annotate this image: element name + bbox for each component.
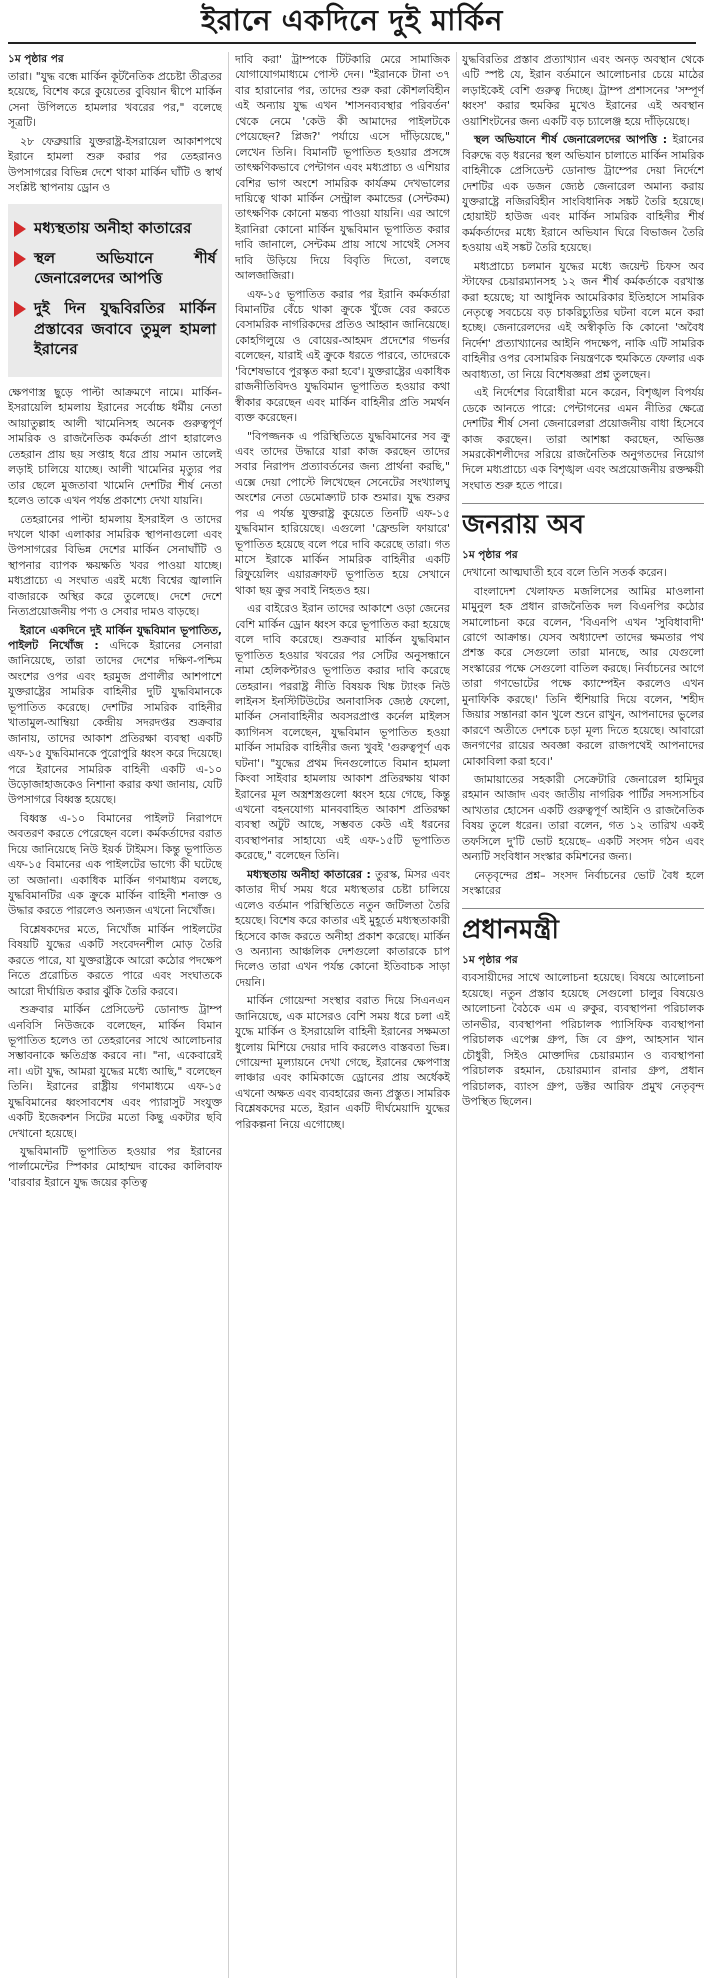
highlights-box xyxy=(8,204,222,378)
paragraph: যুদ্ধবিরতির প্রস্তাব প্রত্যাখ্যান এবং অনড় অবস্থান থেকে এটি স্পষ্ট যে, ইরান বর্তমানে আলোচনার চেয়ে মাঠের লড়াইকেই বেশি গুরুত্ব দিচ্ছে। ট্রাম্প প্রশাসনের 'সম্পূর্ণ ধ্বংস' করার হুমকির মুখেও ইরানের এই অবস্থান ওয়াশিংটনের জন্য একটি বড় চ্যালেঞ্জ হয়ে দাঁড়িয়েছে। xyxy=(462,53,704,128)
paragraph: জামায়াতের সহকারী সেক্রেটারি জেনারেল হামিদুর রহমান আজাদ এবং জাতীয় নাগরিক পার্টির সদস্যসচিব আখতার হোসেন একটি গুরুত্বপূর্ণ আইনি ও রাজনৈতিক বিষয় তুলে ধরেন। তারা বলেন, গত ১২ তারিখ একই তফসিলে দু'টি ভোট হয়েছে– একটি সংসদ গঠন এবং অন্যটি সংবিধান সংস্কার কমিশনের জন্য। xyxy=(462,772,704,864)
subheading: স্থল অভিযানে শীর্ষ জেনারেলদের আপত্তি : xyxy=(474,133,668,147)
highlight-item xyxy=(14,248,216,289)
headline: ইরানে একদিনে দুই মার্কিন xyxy=(201,3,503,37)
column-divider xyxy=(228,52,229,1978)
paragraph-text: ইরানের বিরুদ্ধে বড় ধরনের স্থল অভিযান চালাতে মার্কিন সামরিক বাহিনীকে প্রেসিডেন্ট ডোনাল্ড ট্রাম্পের দেয়া নির্দেশে দেশটির এক ডজন জ্যেষ্ঠ জেনারেল অমান্য করায় যুক্তরাষ্ট্রে নজিরবিহীন সাংবিধানিক সঙ্কট তৈরি হয়েছে। হোয়াইট হাউজ এবং মার্কিন সামরিক বাহিনীর শীর্ষ কর্মকর্তাদের মধ্যে ইরানে অভিযান ঘিরে বিভাজন তৈরি হওয়ায় এই সঙ্কট তৈরি হয়েছে। xyxy=(462,133,704,255)
paragraph: মধ্যপ্রাচ্যে চলমান যুদ্ধের মধ্যে জয়েন্ট চিফস অব স্টাফের চেয়ারম্যানসহ ১২ জন শীর্ষ কর্মকর্তাকে বরখাস্ত করা হয়েছে; যা আধুনিক আমেরিকার ইতিহাসে সামরিক নেতৃত্বে সবচেয়ে বড় চাকরিচ্যুতির ঘটনা বলে মনে করা হচ্ছে। জেনারেলদের এই অস্বীকৃতি কি কোনো 'অবৈধ নির্দেশ' প্রত্যাখ্যানের আইনি পদক্ষেপ, নাকি এটি সামরিক বাহিনীর ওপর বেসামরিক নিয়ন্ত্রণকে হুমকিতে ফেলার এক অবাধ্যতা, তা নিয়ে বিশেষজ্ঞরা প্রশ্ন তুলছেন। xyxy=(462,259,704,381)
continued-from-label: ১ম পৃষ্ঠার পর xyxy=(462,954,518,967)
article-column-3 xyxy=(462,52,704,1978)
section-headline: প্রধানমন্ত্রী xyxy=(462,908,704,947)
paragraph: দাবি করা' ট্রাম্পকে টিটকারি মেরে সামাজিক যোগাযোগমাধ্যমে পোস্ট দেন। "ইরানকে টানা ৩৭ বার হারানোর পর, তাদের শুরু করা কৌশলবিহীন এই অন্যায় যুদ্ধ এখন 'শাসনব্যবস্থার পরিবর্তন' থেকে নেমে 'কেউ কী আমাদের পাইলটকে পেয়েছেন? প্লিজ?' পর্যায়ে এসে দাঁড়িয়েছে," লেখেন তিনি। বিমানটি ভূপাতিত হওয়ার প্রসঙ্গে তাৎক্ষণিকভাবে পেন্টাগন এবং মধ্যপ্রাচ্য ও এশিয়ার বেশির ভাগ অংশে সামরিক কার্যক্রম দেখভালের দায়িত্বে থাকা মার্কিন সেন্ট্রাল কমান্ডের (সেন্টকম) তাৎক্ষণিক কোনো মন্তব্য পাওয়া যায়নি। এর আগে ইরানিরা কোনো মার্কিন যুদ্ধবিমান ভূপাতিত করার দাবি জানালে, সেন্টকম প্রায় সাথে সাথেই সেসব দাবি উড়িয়ে দিয়ে বিবৃতি দিতো, বলছে আলজাজিরা। xyxy=(235,53,450,283)
paragraph: ক্ষেপণাস্ত্র ছুড়ে পাল্টা আক্রমণে নামে। মার্কিন-ইসরায়েলি হামলায় ইরানের সর্বোচ্চ ধর্মীয় নেতা আয়াতুল্লাহ আলী খামেনিসহ অনেক গুরুত্বপূর্ণ সামরিক ও রাজনৈতিক কর্মকর্তা প্রাণ হারালেও তেহরান প্রায় ছয় সপ্তাহ ধরে প্রায় সমান তালেই লড়াই চালিয়ে যাচ্ছে। আলী খামেনির মৃত্যুর পর তার ছেলে মুজতাবা খামেনি দেশটির শীর্ষ নেতা হলেও তাকে এখন পর্যন্ত প্রকাশ্যে দেখা যায়নি। xyxy=(8,386,222,508)
paragraph: মার্কিন গোয়েন্দা সংস্থার বরাত দিয়ে সিএনএন জানিয়েছে, এক মাসেরও বেশি সময় ধরে চলা এই যুদ্ধে মার্কিন ও ইসরায়েলি বাহিনী ইরানের সক্ষমতা ধুলোয় মিশিয়ে দেয়ার দাবি করলেও বাস্তবতা ভিন্ন। গোয়েন্দা মূল্যায়নে দেখা গেছে, ইরানের ক্ষেপণাস্ত্র লাঞ্চার এবং কামিকাজে ড্রোনের প্রায় অর্ধেকই এখনো অক্ষত এবং ব্যবহারের জন্য প্রস্তুত। সামরিক বিশ্লেষকদের মতে, ইরান একটি দীর্ঘমেয়াদি যুদ্ধের পরিকল্পনা নিয়ে এগোচ্ছে। xyxy=(235,994,450,1131)
paragraph: "বিপজ্জনক এ পরিস্থিতিতে যুদ্ধবিমানের সব ক্রু এবং তাদের উদ্ধারে যারা কাজ করছেন তাদের সবার নিরাপদ প্রত্যাবর্তনের জন্য প্রার্থনা করছি," এক্সে দেয়া পোস্টে লিখেছেন সেনেটের সংখ্যালঘু অংশের নেতা ডেমোক্র্যাট চাক শুমার। যুদ্ধ শুরুর পর এ পর্যন্ত যুক্তরাষ্ট্র কুয়েতে তিনটি এফ-১৫ যুদ্ধবিমান হারিয়েছে। এগুলো 'ফ্রেন্ডলি ফায়ারে' ভূপাতিত হয়েছে বলে পরে দাবি করেছে তারা। গত মাসে ইরাকে মার্কিন সামরিক বাহিনীর একটি রিফুয়েলিং এয়ারক্রাফট ভূপাতিত হয়ে সেখানে থাকা ছয় ক্রুর সবাই নিহতও হয়। xyxy=(235,429,450,597)
paragraph: ২৮ ফেব্রুয়ারি যুক্তরাষ্ট্র-ইসরায়েল আকাশপথে ইরানে হামলা শুরু করার পর তেহরানও উপসাগরের বিভিন্ন দেশে থাকা মার্কিন ঘাঁটি ও স্বার্থ সংশ্লিষ্ট স্থাপনায় ড্রোন ও xyxy=(8,134,222,195)
paragraph-text: তুরস্ক, মিসর এবং কাতার দীর্ঘ সময় ধরে মধ্যস্থতার চেষ্টা চালিয়ে এলেও বর্তমান পরিস্থিতিতে নতুন জটিলতা তৈরি হয়েছে। বিশেষ করে কাতার এই মুহূর্তে মধ্যস্থতাকারী হিসেবে কাজ করতে অনীহা প্রকাশ করেছে। মার্কিন ও অন্যান্য আঞ্চলিক দেশগুলো কাতারকে চাপ দিলেও তারা এখন পর্যন্ত কোনো ইতিবাচক সাড়া দেয়নি। xyxy=(235,867,450,989)
highlight-item xyxy=(14,298,216,359)
red-triangle-bullet-icon xyxy=(14,251,26,267)
paragraph: এই নির্দেশের বিরোধীরা মনে করেন, বিশৃঙ্খল বিপর্যয় ডেকে আনতে পারে: পেন্টাগনের এমন নীতির ক্ষেত্রে দেশটির শীর্ষ সেনা জেনারেলরা প্রয়োজনীয় বাধা হিসেবে কাজ করছেন। তারা আশঙ্কা করছেন, অভিজ্ঞ সমরকৌশলীদের সরিয়ে রাজনৈতিক অনুগতদের নিয়োগ দিলে মধ্যপ্রাচ্যে এক বিশৃঙ্খল এবং অপ্রয়োজনীয় রক্তক্ষয়ী সংঘাত শুরু হতে পারে। xyxy=(462,386,704,492)
paragraph xyxy=(235,867,450,991)
column-divider xyxy=(456,52,457,1978)
red-triangle-bullet-icon xyxy=(14,221,26,237)
paragraph: বাংলাদেশ খেলাফত মজলিসের আমির মাওলানা মামুনুল হক প্রধান রাজনৈতিক দল বিএনপির কঠোর সমালোচনা করে বলেন, 'বিএনপি এখন 'সুবিধাবাদী' রোগে আক্রান্ত। যেসব অধ্যাদেশ তাদের ক্ষমতার পথ প্রশস্ত করে সেগুলো তারা মানছে, আর যেগুলো সংস্কারের পক্ষে সেগুলো বাতিল করছে। নির্বাচনের আগে তারা গণভোটের পক্ষে ক্যাম্পেইন করলেও এখন মুনাফিকি করছে।' তিনি হুঁশিয়ারি দিয়ে বলেন, 'শহীদ জিয়ার সন্তানরা কান খুলে শুনে রাখুন, আপনাদের ভুলের কারণে অতীতে দেশকে চড়া মূল্য দিতে হয়েছে। আবারো জনগণের রায়ের অবজ্ঞা করলে রাজপথেই আপনাদের মোকাবিলা করা হবে।' xyxy=(462,584,704,768)
paragraph xyxy=(462,132,704,256)
paragraph: তারা। "যুদ্ধ বন্ধে মার্কিন কূটনৈতিক প্রচেষ্টা তীব্রতর হয়েছে, বিশেষ করে কুয়েতের বুবিয়ান দ্বীপে মার্কিন সেনা উপিলতে হামলার খবরের পর," বলেছে সূত্রটি। xyxy=(8,70,222,130)
paragraph: ব্যবসায়ীদের সাথে আলোচনা হয়েছে। বিষয়ে আলোচনা হয়েছে। নতুন প্রস্তাব হয়েছে সেগুলো চালুর বিষয়েও আলোচনা বৈঠকে এম এ রুকুর, ব্যবস্থাপনা পরিচালক তানভীর, ব্যবস্থাপনা পরিচালক প্যাসিফিক ব্যবস্থাপনা পরিচালক এপেক্স গ্রুপ, জি বে গ্রুপ, আহসান খান চৌধুরী, সিইও মোক্তাদির চেয়ারম্যান ও ব্যবস্থাপনা পরিচালক রহমান, চেয়ারম্যান রানার গ্রুপ, প্রধান পরিচালক, ব্যাংস গ্রুপ, ডক্টর আরিফ প্রমুখ নেতৃবৃন্দ উপস্থিত ছিলেন। xyxy=(462,971,704,1108)
headline-rule xyxy=(8,42,696,44)
highlight-item xyxy=(14,218,216,238)
article-column-1 xyxy=(8,52,222,1978)
paragraph-text: এদিকে ইরানের সেনারা জানিয়েছে, তারা তাদের দেশের দক্ষিণ-পশ্চিম অংশের ওপর এবং হরমুজ প্রণালীর আশপাশে যুক্তরাষ্ট্রের সামরিক বাহিনীর দুটি যুদ্ধবিমানকে ভূপাতিত করেছে। দেশটির সামরিক বাহিনীর খাতামুল-আম্বিয়া কেন্দ্রীয় সদরদপ্তর শুক্রবার জানায়, তাদের আকাশ প্রতিরক্ষা ব্যবস্থা একটি এফ-১৫ যুদ্ধবিমানকে পুরোপুরি ধ্বংস করে দিয়েছে। পরে ইরানের সামরিক বাহিনী একটি এ-১০ উড়োজাহাজকেও নিশানা করার কথা জানায়, যেটি উপসাগরে বিধ্বস্ত হয়েছে। xyxy=(8,639,222,807)
article-column-2 xyxy=(235,52,450,1978)
paragraph: শুক্রবার মার্কিন প্রেসিডেন্ট ডোনাল্ড ট্রাম্প এনবিসি নিউজকে বলেছেন, মার্কিন বিমান ভূপাতিত হলেও তা তেহরানের সাথে আলোচনার সম্ভাবনাকে ক্ষতিগ্রস্ত করবে না। "না, একেবারেই না। এটা যুদ্ধ, আমরা যুদ্ধের মধ্যে আছি," বলেছেন তিনি। ইরানের রাষ্ট্রীয় গণমাধ্যমে এফ-১৫ যুদ্ধবিমানের ধ্বংসাবশেষ এবং প্যারাসুট সংযুক্ত একটি ইজেকশন সিটের মতো কিছু একটার ছবি দেখানো হয়েছে। xyxy=(8,1003,222,1140)
paragraph: বিধ্বস্ত এ-১০ বিমানের পাইলট নিরাপদে অবতরণ করতে পেরেছেন বলে। কর্মকর্তাদের বরাত দিয়ে জানিয়েছে নিউ ইয়র্ক টাইমস। কিন্তু ভূপাতিত এফ-১৫ বিমানের এক পাইলটের ভাগ্যে কী ঘটেছে তা অজানা। একাধিক মার্কিন গণমাধ্যম বলছে, যুদ্ধবিমানটির এক ক্রুকে মার্কিন বাহিনী শনাক্ত ও উদ্ধার করতে পারলেও অন্যজন এখনো নিখোঁজ। xyxy=(8,811,222,918)
paragraph: বিশ্লেষকদের মতে, নিখোঁজ মার্কিন পাইলটের বিষয়টি যুদ্ধের একটি সংবেদনশীল মোড় তৈরি করতে পারে, যা যুক্তরাষ্ট্রকে আরো কঠোর পদক্ষেপ নিতে প্ররোচিত করতে পারে এবং সংঘাতকে আরো দীর্ঘায়িত করার ঝুঁকি তৈরি করবে। xyxy=(8,922,222,998)
subheading: মধ্যস্থতায় অনীহা কাতারের : xyxy=(247,867,371,881)
paragraph: এর বাইরেও ইরান তাদের আকাশে ওড়া জেনের বেশি মার্কিন ড্রোন ধ্বংস করে ভূপাতিত করা হয়েছে বলে দাবি করেছে। শুক্রবার মার্কিন যুদ্ধবিমান ভূপাতিত হওয়ার খবরের পর সেটির অনুসন্ধানে নামা হেলিকপ্টারও ভূপাতিত করার দাবি করেছে তেহরান। পররাষ্ট্র নীতি বিষয়ক থিঙ্ক ট্যাংক নিউ লাইনস ইনস্টিটিউটের অনাবাসিক জ্যেষ্ঠ ফেলো, মার্কিন সেনাবাহিনীর অবসরপ্রাপ্ত কর্নেল মাইলস ক্যাগিনস বলেছেন, যুদ্ধবিমান ভূপাতিত হওয়া মার্কিন সামরিক বাহিনীর জন্য খুবই 'গুরুত্বপূর্ণ এক ঘটনা'। "যুদ্ধের প্রথম দিনগুলোতে বিমান হামলা কিংবা সাইবার হামলায় আকাশ প্রতিরক্ষায় থাকা ইরানের মূল অস্ত্রশস্ত্রগুলো ধ্বংস হয়ে গেছে, কিন্তু এখনো বহনযোগ্য মানববাহিত আকাশ প্রতিরক্ষা ব্যবস্থা অটুট আছে, সম্ভবত কেউ এই ধরনের ব্যবস্থাপনার সাহায্যে এই এফ-১৫টি ভূপাতিত করেছে," বলেছেন তিনি। xyxy=(235,602,450,863)
continued-from-label: ১ম পৃষ্ঠার পর xyxy=(8,53,64,65)
highlight-text: স্থল অভিযানে শীর্ষ জেনারেলদের আপত্তি xyxy=(34,248,216,287)
paragraph: তেহরানের পাল্টা হামলায় ইসরাইল ও তাদের দখলে থাকা এলাকার সামরিক স্থাপনাগুলো এবং উপসাগরের বিভিন্ন দেশের মার্কিন সেনাঘাঁটি ও স্থাপনার ব্যাপক ক্ষয়ক্ষতি খবর পাওয়া যাচ্ছে। মধ্যপ্রাচ্যে এ সংঘাত এরই মধ্যে বিশ্বের জ্বালানি বাজারকে অস্থির করে তুলেছে। দেশে দেশে নিত্যপ্রয়োজনীয় পণ্য ও সেবার দামও বাড়ছে। xyxy=(8,512,222,619)
subheading: ইরানে একদিনে দুই মার্কিন যুদ্ধবিমান ভূপাতিত, পাইলট নিখোঁজ : xyxy=(8,623,222,652)
paragraph xyxy=(8,623,222,808)
paragraph: এফ-১৫ ভূপাতিত করার পর ইরানি কর্মকর্তারা বিমানটির বেঁচে থাকা ক্রুকে খুঁজে বের করতে বেসামরিক নাগরিকদের প্রতিও আহ্বান জানিয়েছে। কোহগিলুয়ে ও বোয়ের-আহমদ প্রদেশের গভর্নর বলেছেন, যারাই এই ক্রুকে ধরতে পারবে, তাদেরকে 'বিশেষভাবে পুরস্কৃত করা হবে'। যুক্তরাষ্ট্রের একাধিক রাজনীতিবিদও যুদ্ধবিমান ভূপাতিত হওয়ার কথা স্বীকার করেছেন এবং মার্কিন বাহিনীর প্রতি সমর্থন ব্যক্ত করেছেন। xyxy=(235,287,450,425)
highlight-text: মধ্যস্থতায় অনীহা কাতারের xyxy=(34,218,192,237)
red-triangle-bullet-icon xyxy=(14,301,26,317)
section-headline: জনরায় অব xyxy=(462,503,704,542)
continued-from-label: ১ম পৃষ্ঠার পর xyxy=(462,549,518,562)
highlight-text: দুই দিন যুদ্ধবিরতির মার্কিন প্রস্তাবের জবাবে তুমুল হামলা ইরানের xyxy=(34,299,216,358)
paragraph: যুদ্ধবিমানটি ভূপাতিত হওয়ার পর ইরানের পার্লামেন্টের স্পিকার মোহাম্মদ বাকের কালিবাফ 'বারবার ইরানে যুদ্ধ জয়ের কৃতিত্ব xyxy=(8,1145,222,1189)
paragraph: দেখানো আত্মঘাতী হবে বলে তিনি সতর্ক করেন। xyxy=(462,566,667,580)
paragraph: নেতৃবৃন্দের প্রশ্ন– সংসদ নির্বাচনের ভোট বৈধ হলে সংস্কারের xyxy=(462,868,704,897)
